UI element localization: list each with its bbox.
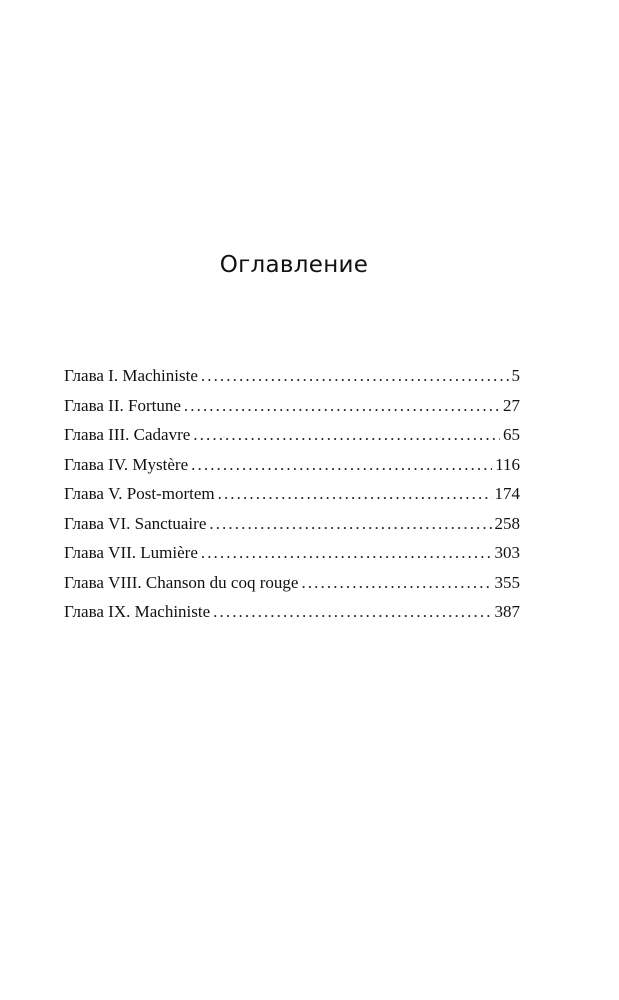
toc-entry-label: Глава I. Machiniste xyxy=(64,366,198,385)
toc-entry xyxy=(64,396,520,426)
toc-entry-label: Глава VIII. Chanson du coq rouge xyxy=(64,572,299,592)
toc-entry-page: 27 xyxy=(503,395,520,415)
dot-leader xyxy=(201,366,509,386)
dot-leader xyxy=(184,396,500,416)
toc-entry-label: Глава IV. Mystère xyxy=(64,454,189,474)
dot-leader xyxy=(218,484,492,504)
toc-entry xyxy=(64,514,520,544)
toc-entry-label: Глава VI. Sanctuaire xyxy=(64,513,207,533)
dot-leader xyxy=(213,602,491,622)
toc-entry-page: 174 xyxy=(494,484,520,503)
toc-entry xyxy=(64,573,520,603)
toc-entry xyxy=(64,366,520,396)
toc-entry xyxy=(64,484,520,514)
dot-leader xyxy=(191,455,492,475)
toc-entry-page: 116 xyxy=(495,454,520,474)
toc-entry xyxy=(64,602,520,632)
toc-entry xyxy=(64,543,520,573)
toc-entry-label: Глава V. Post-mortem xyxy=(64,484,215,503)
toc-entry-page: 303 xyxy=(494,543,520,562)
toc-entry-label: Глава III. Cadavre xyxy=(64,425,191,444)
dot-leader xyxy=(301,573,491,593)
toc-entry-page: 258 xyxy=(494,513,520,533)
dot-leader xyxy=(209,514,491,534)
page-title: Оглавление xyxy=(219,252,369,278)
toc-entry xyxy=(64,455,520,485)
toc-entry-label: Глава II. Fortune xyxy=(64,395,181,415)
dot-leader xyxy=(201,543,492,563)
toc-entry-page: 387 xyxy=(494,602,520,621)
toc-entry xyxy=(64,425,520,455)
toc-entry-page: 355 xyxy=(494,572,520,592)
dot-leader xyxy=(193,425,500,445)
toc-entry-page: 5 xyxy=(511,366,520,385)
table-of-contents xyxy=(64,366,520,632)
toc-entry-page: 65 xyxy=(503,425,520,444)
toc-entry-label: Глава VII. Lumière xyxy=(64,543,198,562)
toc-entry-label: Глава IX. Machiniste xyxy=(64,602,211,621)
